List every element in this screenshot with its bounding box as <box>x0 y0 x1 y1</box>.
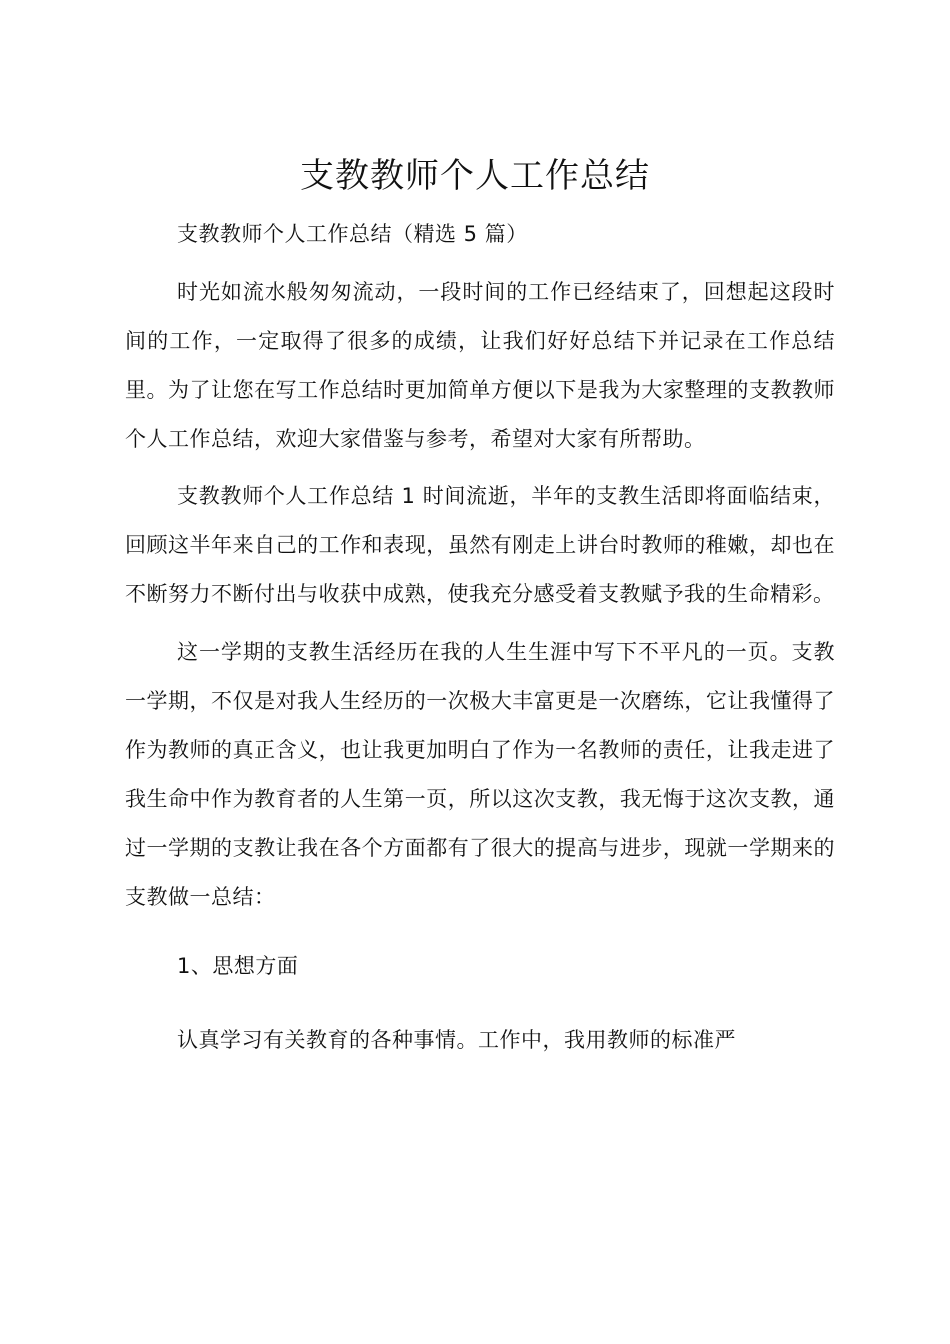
section-paragraph: 认真学习有关教育的各种事情。工作中，我用教师的标准严 <box>177 1028 736 1052</box>
document-subtitle: 支教教师个人工作总结（精选 5 篇） <box>177 222 528 246</box>
paragraph: 支教教师个人工作总结 1 时间流逝，半年的支教生活即将面临结束，回顾这半年来自己的工作和表现，虽然有刚走上讲台时教师的稚嫩，却也在不断努力不断付出与收获中成熟，使我充分感受着支教赋予我的生命精彩。 <box>125 484 835 606</box>
document-title: 支教教师个人工作总结 <box>300 156 650 196</box>
document-body <box>125 210 835 1065</box>
section-heading: 1、思想方面 <box>177 954 299 978</box>
paragraph: 时光如流水般匆匆流动，一段时间的工作已经结束了，回想起这段时间的工作，一定取得了很多的成绩，让我们好好总结下并记录在工作总结里。为了让您在写工作总结时更加简单方便以下是我为大家整理的支教教师个人工作总结，欢迎大家借鉴与参考，希望对大家有所帮助。 <box>125 280 835 451</box>
paragraph: 这一学期的支教生活经历在我的人生生涯中写下不平凡的一页。支教一学期，不仅是对我人生经历的一次极大丰富更是一次磨练，它让我懂得了作为教师的真正含义，也让我更加明白了作为一名教师的责任，让我走进了我生命中作为教育者的人生第一页，所以这次支教，我无悔于这次支教，通过一学期的支教让我在各个方面都有了很大的提高与进步，现就一学期来的支教做一总结： <box>125 640 835 909</box>
